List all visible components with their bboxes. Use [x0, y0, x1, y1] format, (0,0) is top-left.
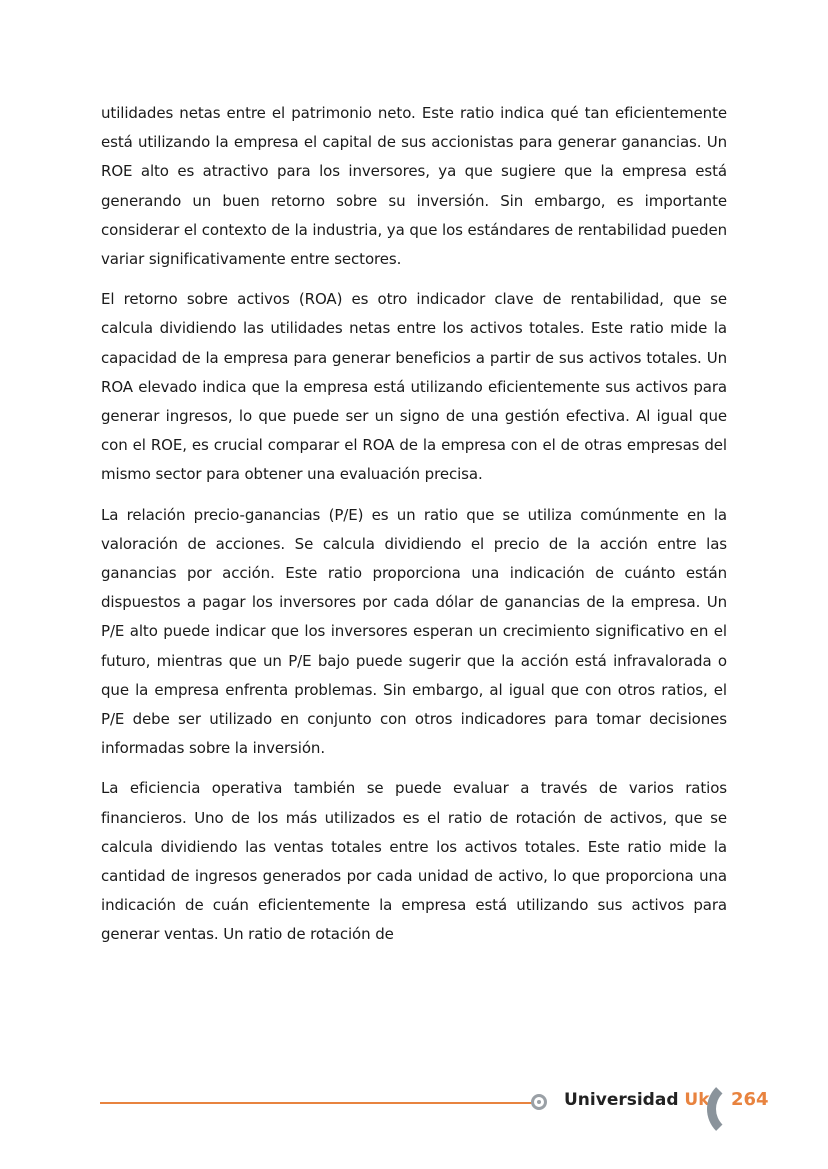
page-number: 264 — [731, 1089, 769, 1110]
brand-suffix: Uk — [684, 1090, 710, 1110]
brand-logo — [564, 1090, 710, 1110]
footer-divider — [100, 1102, 532, 1104]
paragraph: El retorno sobre activos (ROA) es otro indicador clave de rentabilidad, que se calcula dividiendo las utilidades netas entre los activos totales. Este ratio mide la capacidad de la empresa para generar beneficios a partir de sus activos totales. Un ROA elevado indica que la empresa está utilizando eficientemente sus activos para generar ingresos, lo que puede ser un signo de una gestión efectiva. Al igual que con el ROE, es crucial comparar el ROA de la empresa con el de otras empresas del mismo sector para obtener una evaluación precisa. — [101, 290, 727, 484]
paragraph: La eficiencia operativa también se puede evaluar a través de varios ratios financieros. Uno de los más utilizados es el ratio de rotación de activos, que se calcula dividiendo las ventas totales entre los activos totales. Este ratio mide la cantidad de ingresos generados por cada unidad de activo, lo que proporciona una indicación de cuán eficientemente la empresa está utilizando sus activos para generar ventas. Un ratio de rotación de — [101, 779, 727, 944]
paragraph: utilidades netas entre el patrimonio neto. Este ratio indica qué tan eficientemente está utilizando la empresa el capital de sus accionistas para generar ganancias. Un ROE alto es atractivo para los inversores, ya que sugiere que la empresa está generando un buen retorno sobre su inversión. Sin embargo, es importante considerar el contexto de la industria, ya que los estándares de rentabilidad pueden variar significativamente entre sectores. — [101, 104, 727, 269]
brand-name: Universidad — [564, 1090, 679, 1110]
body-text — [101, 99, 727, 961]
circle-bullet-icon — [531, 1094, 547, 1110]
paragraph: La relación precio-ganancias (P/E) es un ratio que se utiliza comúnmente en la valoración de acciones. Se calcula dividiendo el precio de la acción entre las ganancias por acción. Este ratio proporciona una indicación de cuánto están dispuestos a pagar los inversores por cada dólar de ganancias de la empresa. Un P/E alto puede indicar que los inversores esperan un crecimiento significativo en el futuro, mientras que un P/E bajo puede sugerir que la acción está infravalorada o que la empresa enfrenta problemas. Sin embargo, al igual que con otros ratios, el P/E debe ser utilizado en conjunto con otros indicadores para tomar decisiones informadas sobre la inversión. — [101, 505, 727, 758]
